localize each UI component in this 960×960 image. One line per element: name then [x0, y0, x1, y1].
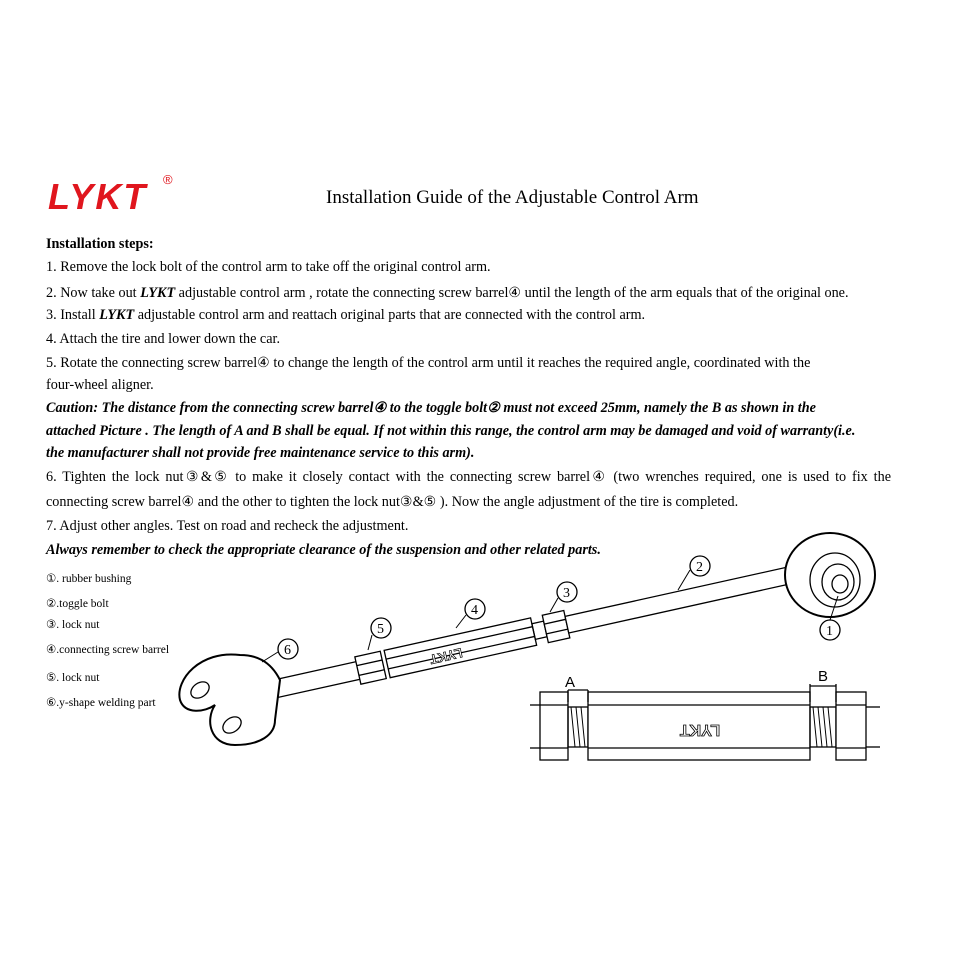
- legend-item-5: ⑤. lock nut: [46, 672, 100, 684]
- dimension-a: A: [565, 674, 576, 691]
- rubber-bushing: [785, 533, 875, 617]
- dimension-b: B: [818, 668, 829, 685]
- brand-name: LYKT: [99, 307, 135, 323]
- step-7: 7. Adjust other angles. Test on road and recheck the adjustment.: [46, 518, 409, 534]
- brand-name: LYKT: [140, 285, 176, 301]
- lock-nut-3: [542, 611, 570, 643]
- y-shape-welding-part: [179, 654, 280, 745]
- toggle-bolt: [565, 562, 813, 633]
- caution-line-3: the manufacturer shall not provide free maintenance service to this arm).: [46, 445, 475, 461]
- brand-logo: LYKT: [48, 176, 148, 217]
- caution-line-1: Caution: The distance from the connecting screw barrel④ to the toggle bolt② must not exceed 25mm, namely the B as shown in the: [46, 400, 816, 416]
- control-arm: [267, 556, 814, 703]
- step-1: 1. Remove the lock bolt of the control arm to take off the original control arm.: [46, 259, 491, 275]
- step-5-line-1: 5. Rotate the connecting screw barrel④ to change the length of the control arm until it reaches the required angle, coordinated with the: [46, 355, 811, 371]
- legend-item-3: ③. lock nut: [46, 619, 100, 631]
- callout-4: 4: [471, 603, 478, 618]
- legend-item-1: ①. rubber bushing: [46, 573, 132, 585]
- steps-heading: Installation steps:: [46, 236, 154, 252]
- page-title: Installation Guide of the Adjustable Control Arm: [326, 187, 699, 208]
- step-6-line-2: connecting screw barrel④ and the other to tighten the lock nut③&⑤ ). Now the angle adjustment of the tire is completed.: [46, 494, 739, 510]
- step-6-line-1: 6. Tighten the lock nut③&⑤ to make it closely contact with the connecting screw barrel④ (two wrenches required, one is used to fix the: [46, 469, 891, 485]
- callout-5: 5: [377, 622, 384, 637]
- callout-6: 6: [284, 643, 291, 658]
- callout-3: 3: [563, 586, 570, 601]
- step-3-text: 3. Install: [46, 307, 100, 323]
- adjustment-detail: [530, 668, 880, 760]
- lock-nut-5: [355, 651, 386, 684]
- step-5-line-2: four-wheel aligner.: [46, 377, 154, 393]
- step-3-text-rest: adjustable control arm and reattach original parts that are connected with the control arm.: [134, 307, 646, 323]
- legend-item-2: ②.toggle bolt: [46, 598, 109, 610]
- step-4: 4. Attach the tire and lower down the car.: [46, 331, 281, 347]
- registered-mark: ®: [163, 172, 173, 187]
- callout-1: 1: [826, 624, 833, 639]
- inset-barrel-text: LYKT: [679, 721, 721, 738]
- barrel-text: LYKT: [428, 645, 464, 668]
- legend-item-4: ④.connecting screw barrel: [46, 644, 170, 656]
- callout-2: 2: [696, 560, 703, 575]
- reminder: Always remember to check the appropriate clearance of the suspension and other related parts.: [46, 542, 601, 558]
- caution-line-2: attached Picture . The length of A and B shall be equal. If not within this range, the control arm may be damaged and void of warranty(i.e.: [46, 423, 856, 439]
- step-2-text: 2. Now take out: [46, 285, 141, 301]
- step-2-text-rest: adjustable control arm , rotate the connecting screw barrel④ until the length of the arm equals that of the original one.: [175, 285, 849, 301]
- legend-item-6: ⑥.y-shape welding part: [46, 697, 156, 709]
